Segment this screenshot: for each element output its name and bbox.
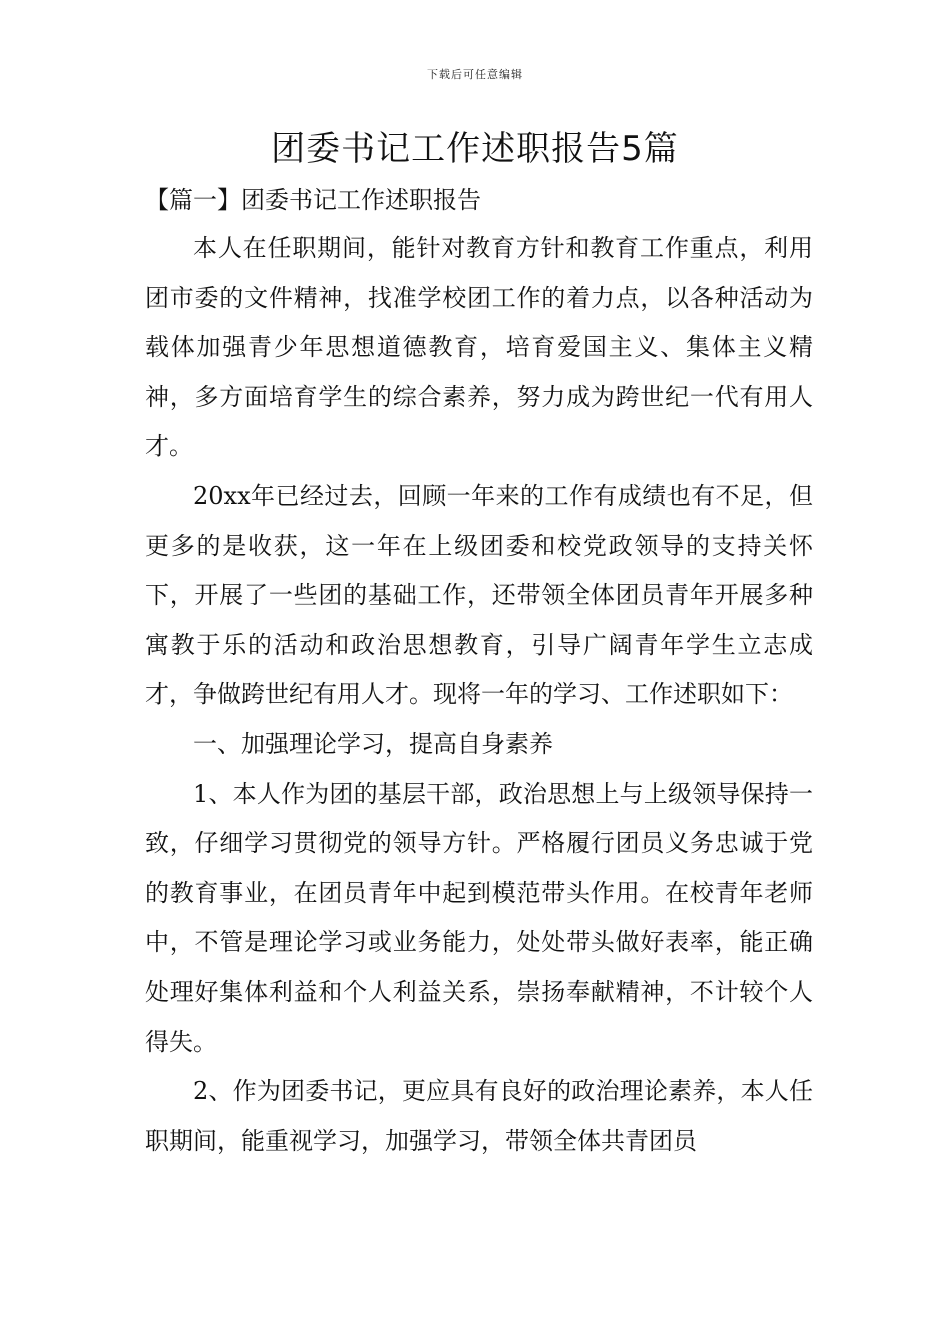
paragraph-intro: 本人在任职期间，能针对教育方针和教育工作重点，利用团市委的文件精神，找准学校团工作的着力点，以各种活动为载体加强青少年思想道德教育，培育爱国主义、集体主义精神，多方面培育学生的综合素养，努力成为跨世纪一代有用人才。 [145,234,813,461]
section-heading: 【篇一】团委书记工作述职报告 [145,186,481,214]
paragraph-point-2: 2、作为团委书记，更应具有良好的政治理论素养，本人任职期间，能重视学习，加强学习，带领全体共青团员 [145,1077,813,1155]
subheading-theory-study: 一、加强理论学习，提高自身素养 [193,729,553,758]
page-header-note: 下载后可任意编辑 [427,68,523,81]
document-body [145,224,813,1166]
paragraph-review: 20xx年已经过去，回顾一年来的工作有成绩也有不足，但更多的是收获，这一年在上级团委和校党政领导的支持关怀下，开展了一些团的基础工作，还带领全体团员青年开展多种寓教于乐的活动和政治思想教育，引导广阔青年学生立志成才，争做跨世纪有用人才。现将一年的学习、工作述职如下： [145,481,813,709]
paragraph-point-1: 1、本人作为团的基层干部，政治思想上与上级领导保持一致，仔细学习贯彻党的领导方针。严格履行团员义务忠诚于党的教育事业，在团员青年中起到模范带头作用。在校青年老师中，不管是理论学习或业务能力，处处带头做好表率，能正确处理好集体利益和个人利益关系，崇扬奉献精神，不计较个人得失。 [145,779,813,1056]
document-title: 团委书记工作述职报告5篇 [271,129,679,169]
